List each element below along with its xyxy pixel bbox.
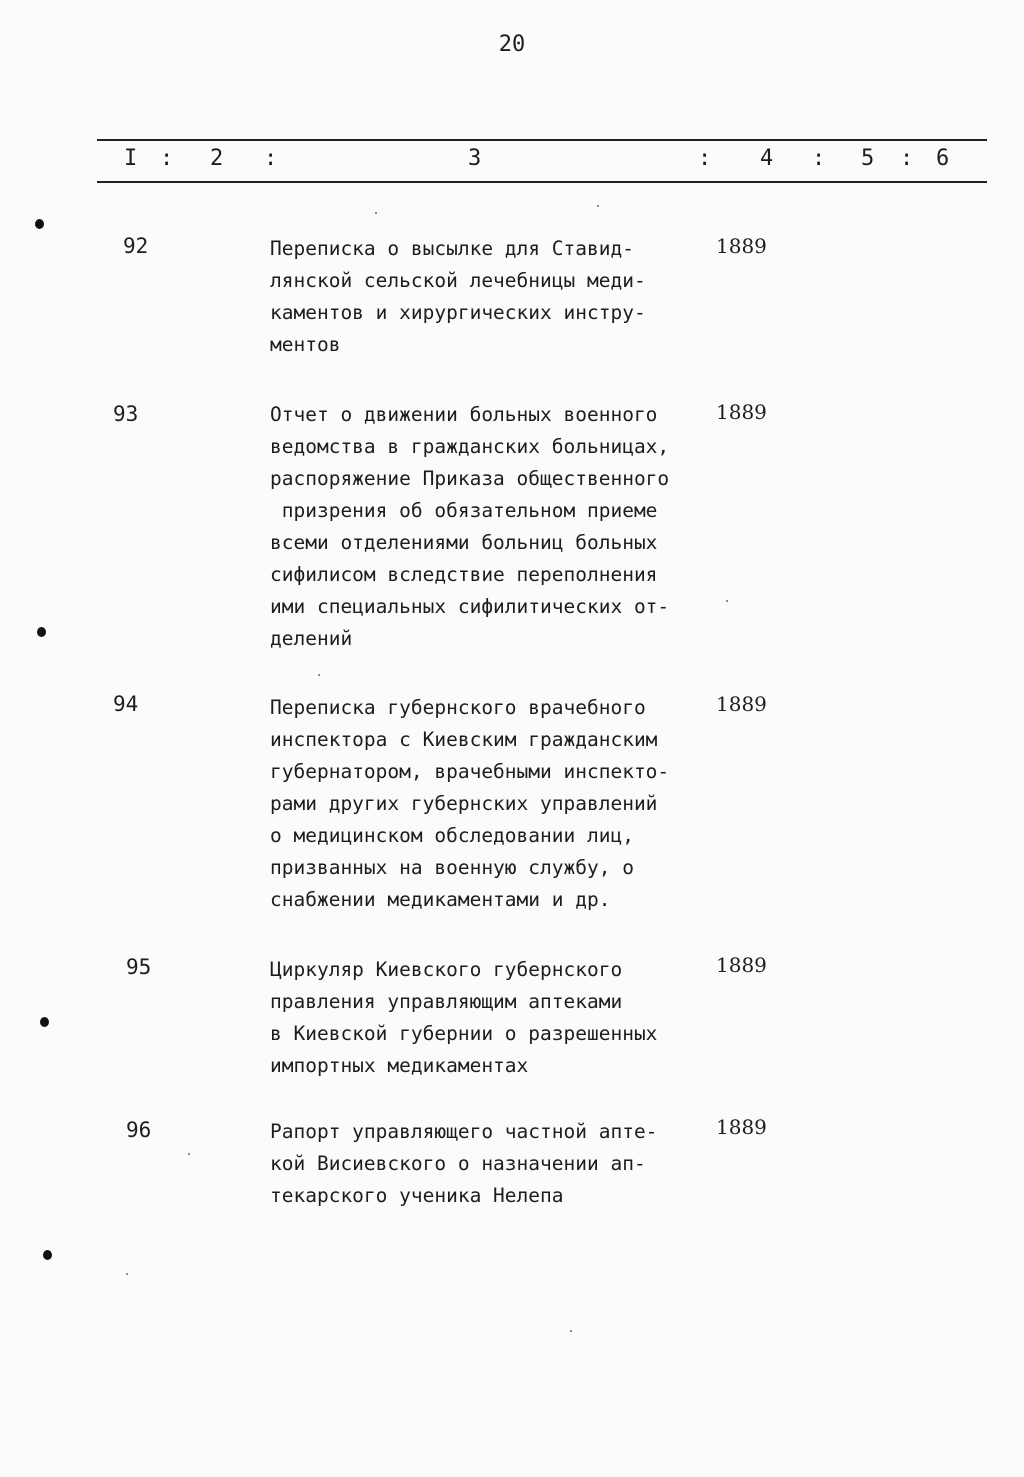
description-line: распоряжение Приказа общественного <box>270 467 670 490</box>
column-separator: : <box>812 146 826 171</box>
entry-number: 93 <box>113 402 139 426</box>
binder-hole <box>35 219 44 229</box>
column-separator: : <box>264 146 278 171</box>
entry-description <box>270 233 720 361</box>
column-2-header: 2 <box>210 146 224 171</box>
column-separator: : <box>160 146 174 171</box>
scan-speck <box>597 205 599 207</box>
entry-number: 95 <box>126 955 152 979</box>
scan-speck <box>375 212 377 214</box>
description-line: Циркуляр Киевского губернского <box>270 958 623 981</box>
description-line: импортных медикаментах <box>270 1054 529 1077</box>
description-line: каментов и хирургических инстру- <box>270 301 646 324</box>
entry-description <box>270 954 720 1082</box>
description-line: инспектора с Киевским гражданским <box>270 728 658 751</box>
scan-speck <box>318 674 320 676</box>
scan-speck <box>570 1330 572 1332</box>
entry-year: 1889 <box>716 953 767 977</box>
entry-year: 1889 <box>716 1115 767 1139</box>
description-line: снабжении медикаментами и др. <box>270 888 611 911</box>
description-line: делений <box>270 627 353 650</box>
column-3-header: 3 <box>468 146 482 171</box>
description-line: ментов <box>270 333 341 356</box>
entry-number: 94 <box>113 692 139 716</box>
scan-speck <box>126 1273 128 1275</box>
description-line: Отчет о движении больных военного <box>270 403 658 426</box>
description-line: текарского ученика Нелепа <box>270 1184 564 1207</box>
scan-speck <box>726 600 728 602</box>
description-line: всеми отделениями больниц больных <box>270 531 658 554</box>
description-line: Переписка губернского врачебного <box>270 696 646 719</box>
description-line: ими специальных сифилитических от- <box>270 595 670 618</box>
table-header-bottom-rule <box>97 181 987 183</box>
description-line: лянской сельской лечебницы меди- <box>270 269 646 292</box>
description-line: о медицинском обследовании лиц, <box>270 824 634 847</box>
table-header-top-rule <box>97 139 987 141</box>
binder-hole <box>37 627 46 637</box>
description-line: Переписка о высылке для Ставид- <box>270 237 634 260</box>
entry-year: 1889 <box>716 400 767 424</box>
binder-hole <box>43 1250 52 1260</box>
description-line: правления управляющим аптеками <box>270 990 623 1013</box>
column-6-header: 6 <box>936 146 950 171</box>
column-separator: : <box>698 146 712 171</box>
description-line: рами других губернских управлений <box>270 792 658 815</box>
column-separator: : <box>900 146 914 171</box>
column-4-header: 4 <box>760 146 774 171</box>
column-5-header: 5 <box>861 146 875 171</box>
description-line: призрения об обязательном приеме <box>270 499 658 522</box>
entry-description <box>270 399 720 655</box>
page-number: 20 <box>498 32 526 57</box>
entry-year: 1889 <box>716 692 767 716</box>
description-line: губернатором, врачебными инспекто- <box>270 760 670 783</box>
column-1-header: I <box>124 146 138 171</box>
entry-number: 92 <box>123 234 149 258</box>
binder-hole <box>40 1017 49 1027</box>
description-line: Рапорт управляющего частной апте- <box>270 1120 658 1143</box>
description-line: в Киевской губернии о разрешенных <box>270 1022 658 1045</box>
entry-number: 96 <box>126 1118 152 1142</box>
description-line: кой Висиевского о назначении ап- <box>270 1152 646 1175</box>
entry-description <box>270 1116 720 1212</box>
entry-year: 1889 <box>716 234 767 258</box>
description-line: призванных на военную службу, о <box>270 856 634 879</box>
description-line: сифилисом вследствие переполнения <box>270 563 658 586</box>
description-line: ведомства в гражданских больницах, <box>270 435 670 458</box>
scan-speck <box>188 1153 190 1155</box>
entry-description <box>270 692 720 916</box>
